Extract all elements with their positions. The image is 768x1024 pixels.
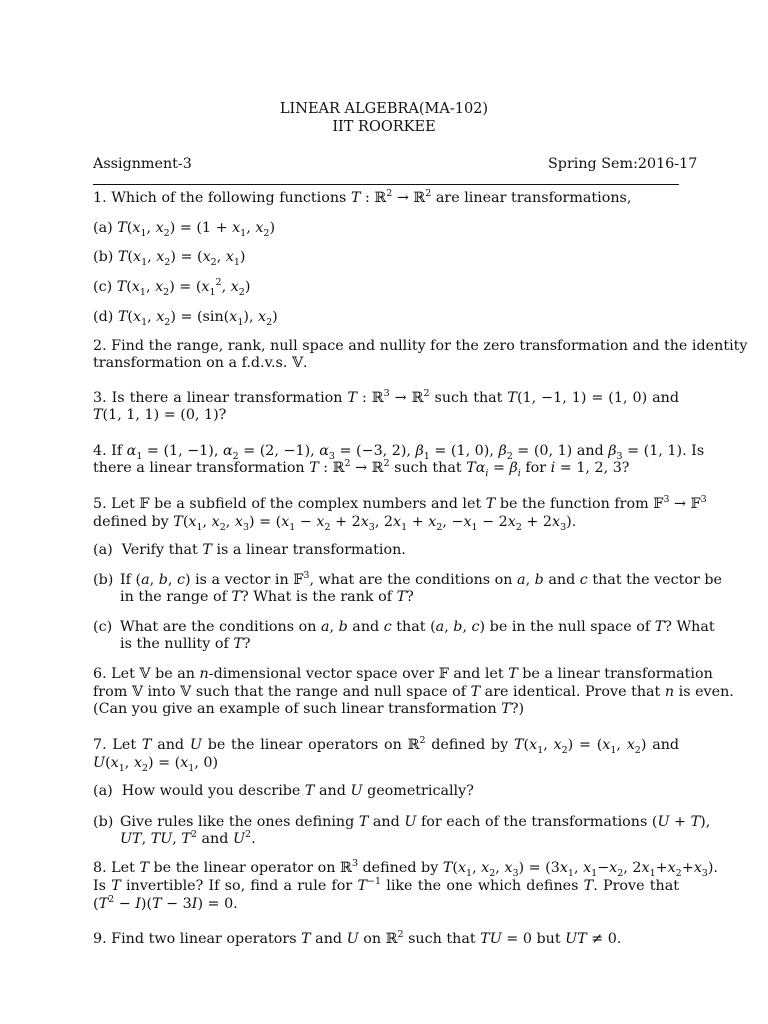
question-7b-label: (b): [93, 814, 114, 830]
question-3-line-2: T(1, 1, 1) = (0, 1)?: [93, 407, 227, 423]
question-8-line-3: $(T^2 - I)(T - 3I) = 0$.: [93, 894, 238, 912]
institute-title: IIT ROORKEE: [332, 119, 436, 135]
question-5-line-1: 5. Let 𝔽 be a subfield of the complex numbers and let T be the function from 𝔽$^3$ → 𝔽$^3$: [93, 494, 707, 512]
question-4-line-2: there a linear transformation T : ℝ$^2$ → ℝ$^2$ such that $T\alpha_i = \beta_i$ for i = 1, 2, 3?: [93, 458, 630, 479]
question-5c-line-1: What are the conditions on a, b and c that (a, b, c) be in the null space of T? What: [120, 619, 715, 635]
question-9: 9. Find two linear operators T and U on ℝ$^2$ such that TU = 0 but UT ≠ 0.: [93, 929, 622, 947]
question-3-line-1: 3. Is there a linear transformation T : ℝ$^3$ → ℝ$^2$ such that T(1, −1, 1) = (1, 0) and: [93, 388, 680, 406]
question-5c-label: (c): [93, 619, 113, 635]
question-5a: (a) Verify that T is a linear transformation.: [93, 542, 406, 558]
question-5b-line-2: in the range of T? What is the rank of T?: [120, 589, 414, 605]
q1-option-d: (d) $T(x_1$, $x_2) = (\sin(x_1)$, $x_2$): [93, 309, 278, 328]
q1-option-c: (c) $T(x_1$, $x_2) = (x_1^2$, $x_2$): [93, 277, 251, 298]
question-7b-line-2: UT, TU, $T^2$ and $U^2$.: [120, 829, 256, 847]
question-1: 1. Which of the following functions T : ℝ$^2$ → ℝ$^2$ are linear transformations,: [93, 188, 632, 206]
assignment-label: Assignment-3: [93, 156, 192, 172]
question-6-line-2: from 𝕍 into 𝕍 such that the range and null space of T are identical. Prove that n is even.: [93, 684, 734, 700]
semester-label: Spring Sem:2016-17: [548, 156, 698, 172]
question-8-line-1: 8. Let T be the linear operator on ℝ$^3$ defined by $T(x_1$, $x_2$, $x_3) = (3x_1$, $x_1-x_2$, $2x_1+x_2+x_3$).: [93, 858, 718, 879]
question-7b-line-1: Give rules like the ones defining T and U for each of the transformations (U + T),: [120, 814, 711, 830]
question-2-line-2: transformation on a f.d.v.s. 𝕍.: [93, 355, 308, 371]
q1-option-b: (b) $T(x_1$, $x_2) = (x_2$, $x_1$): [93, 249, 246, 268]
question-8-line-2: Is T invertible? If so, find a rule for $T^{-1}$ like the one which defines T. Prove that: [93, 876, 680, 894]
question-5c-line-2: is the nullity of T?: [120, 636, 251, 652]
q1-option-a: (a) $T(x_1$, $x_2) = (1 + x_1$, $x_2$): [93, 220, 276, 239]
question-5b-label: (b): [93, 572, 114, 588]
question-4-line-1: 4. If $\alpha_1 = (1$, −1), $\alpha_2 = (2$, −1), $\alpha_3 = (-3$, 2), $\beta_1 = (1$, 0), $\beta_2 = (0$, 1) and $\beta_3 = (1$, 1). Is: [93, 443, 705, 462]
question-6-line-3: (Can you give an example of such linear transformation T?): [93, 701, 525, 717]
question-6-line-1: 6. Let 𝕍 be an n-dimensional vector space over 𝔽 and let T be a linear transformation: [93, 666, 713, 682]
question-2-line-1: 2. Find the range, rank, null space and nullity for the zero transformation and the identity: [93, 338, 748, 354]
question-7-line-1: 7. Let T and U be the linear operators on ℝ$^2$ defined by $T(x_1$, $x_2) = (x_1$, $x_2$) and: [93, 735, 680, 756]
question-7a: (a) How would you describe T and U geometrically?: [93, 783, 474, 799]
course-title: LINEAR ALGEBRA(MA-102): [279, 101, 489, 117]
question-7-line-2: $U(x_1$, $x_2) = (x_1$, 0): [93, 755, 219, 774]
question-5-line-2: defined by $T(x_1$, $x_2$, $x_3) = (x_1 - x_2 + 2x_3$, $2x_1 + x_2$, $-x_1 - 2x_2 + 2x_3$).: [93, 514, 577, 533]
header-rule: [93, 184, 679, 185]
question-5b-line-1: If (a, b, c) is a vector in 𝔽$^3$, what are the conditions on a, b and c that the vector be: [120, 570, 722, 588]
